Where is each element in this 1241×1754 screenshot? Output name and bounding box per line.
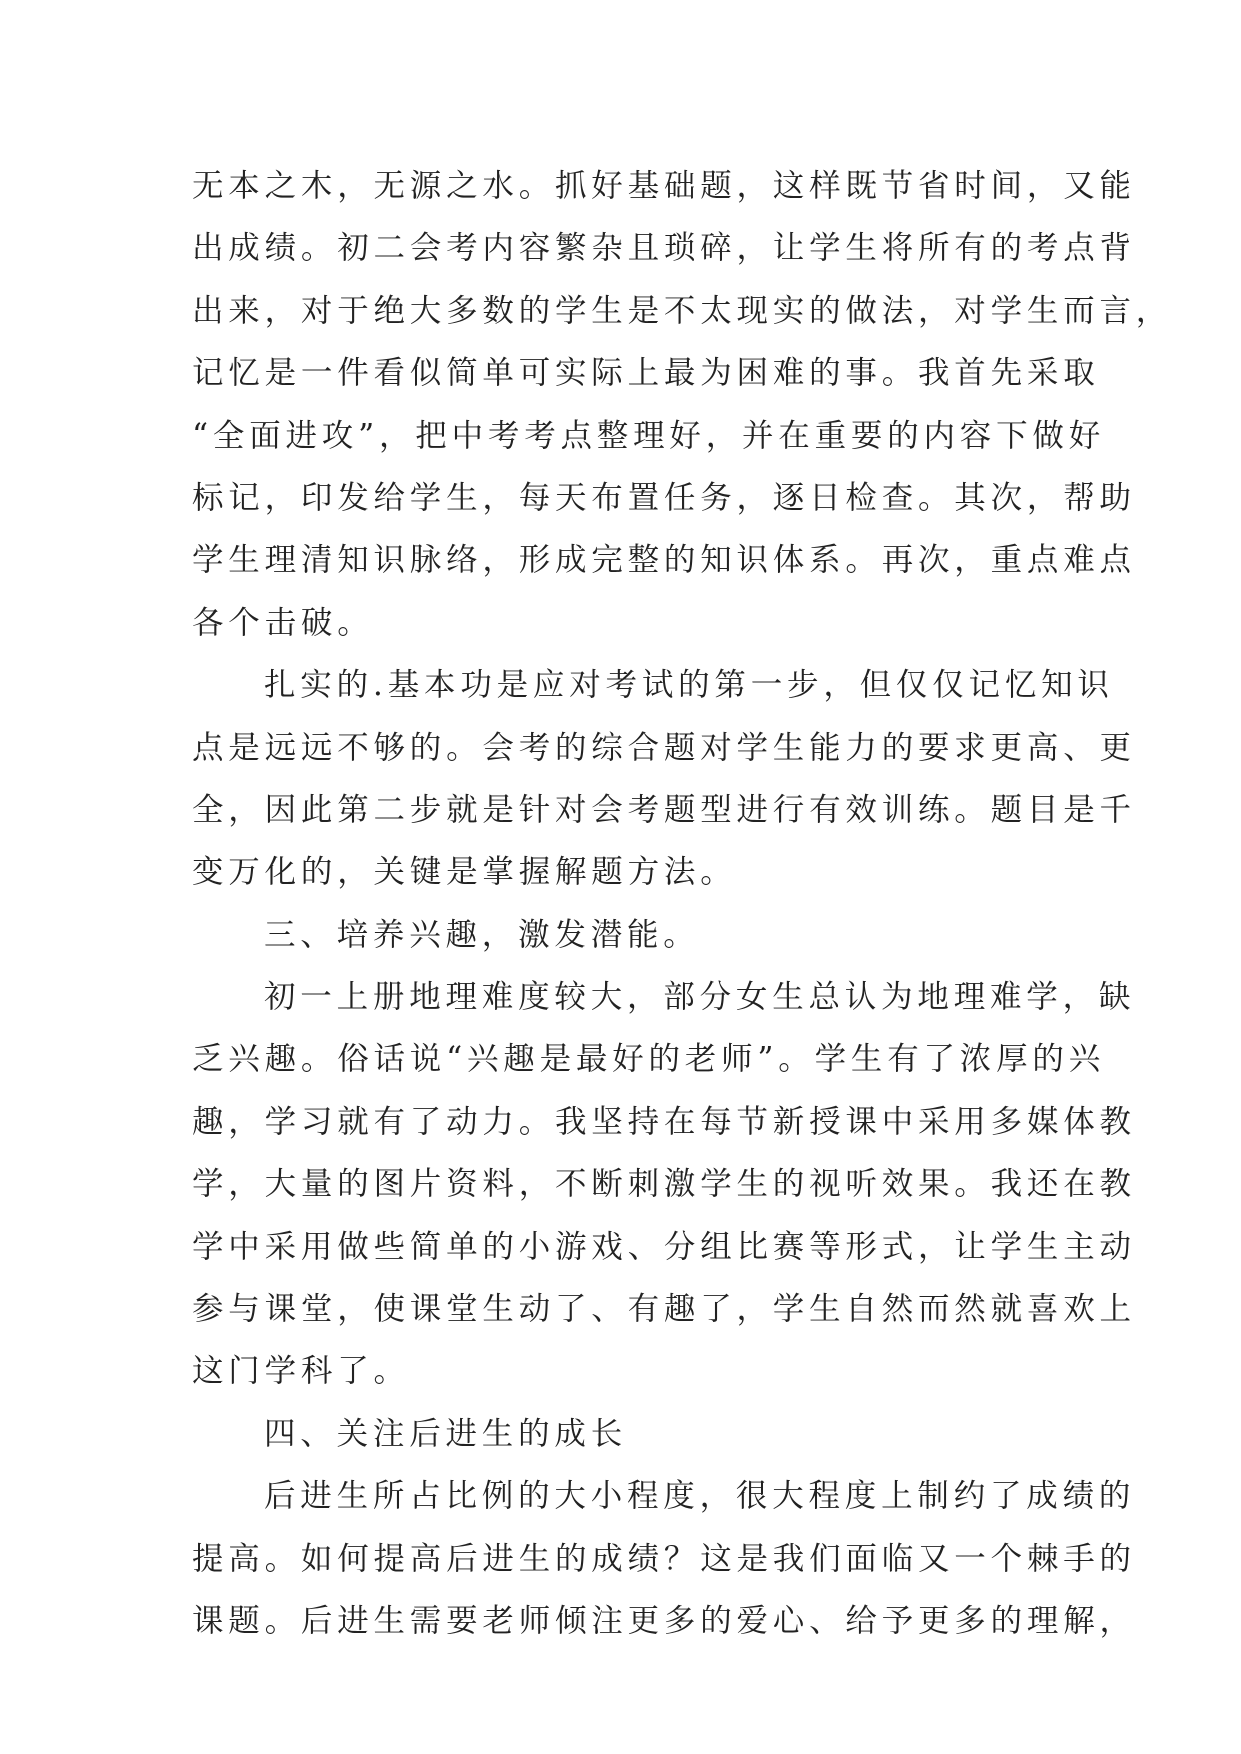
- text-line: 标记，印发给学生，每天布置任务，逐日检查。其次，帮助: [192, 479, 1136, 516]
- text-line: 出来，对于绝大多数的学生是不太现实的做法，对学生而言，: [192, 292, 1173, 329]
- text-line: 乏兴趣。俗话说“兴趣是最好的老师”。学生有了浓厚的兴: [192, 1041, 1106, 1078]
- text-line: 趣，学习就有了动力。我坚持在每节新授课中采用多媒体教: [192, 1103, 1136, 1140]
- text-line: 记忆是一件看似简单可实际上最为困难的事。我首先采取: [192, 355, 1100, 392]
- text-line: 提高。如何提高后进生的成绩？这是我们面临又一个棘手的: [192, 1540, 1136, 1577]
- text-line: 点是远远不够的。会考的综合题对学生能力的要求更高、更: [192, 729, 1136, 766]
- paragraph-start-line: 初一上册地理难度较大，部分女生总认为地理难学，缺: [264, 979, 1136, 1016]
- text-line: “全面进攻”，把中考考点整理好，并在重要的内容下做好: [192, 417, 1106, 454]
- paragraph-start-line: 后进生所占比例的大小程度，很大程度上制约了成绩的: [264, 1478, 1136, 1515]
- text-line: 这门学科了。: [192, 1353, 410, 1390]
- body-text: [192, 155, 1173, 1652]
- text-line: 学生理清知识脉络，形成完整的知识体系。再次，重点难点: [192, 542, 1136, 579]
- text-line: 全，因此第二步就是针对会考题型进行有效训练。题目是千: [192, 791, 1136, 828]
- section-heading: 四、关注后进生的成长: [264, 1415, 628, 1452]
- paragraph-start-line: 扎实的.基本功是应对考试的第一步，但仅仅记忆知识: [264, 667, 1114, 704]
- text-line: 参与课堂，使课堂生动了、有趣了，学生自然而然就喜欢上: [192, 1291, 1136, 1328]
- text-line: 无本之木，无源之水。抓好基础题，这样既节省时间，又能: [192, 168, 1136, 204]
- text-line: 出成绩。初二会考内容繁杂且琐碎，让学生将所有的考点背: [192, 230, 1136, 267]
- text-line: 变万化的，关键是掌握解题方法。: [192, 854, 737, 891]
- text-line: 课题。后进生需要老师倾注更多的爱心、给予更多的理解，: [192, 1602, 1136, 1639]
- text-line: 学，大量的图片资料，不断刺激学生的视听效果。我还在教: [192, 1166, 1136, 1203]
- section-heading: 三、培养兴趣，激发潜能。: [264, 916, 700, 953]
- text-line: 学中采用做些简单的小游戏、分组比赛等形式，让学生主动: [192, 1228, 1136, 1265]
- text-line: 各个击破。: [192, 604, 374, 641]
